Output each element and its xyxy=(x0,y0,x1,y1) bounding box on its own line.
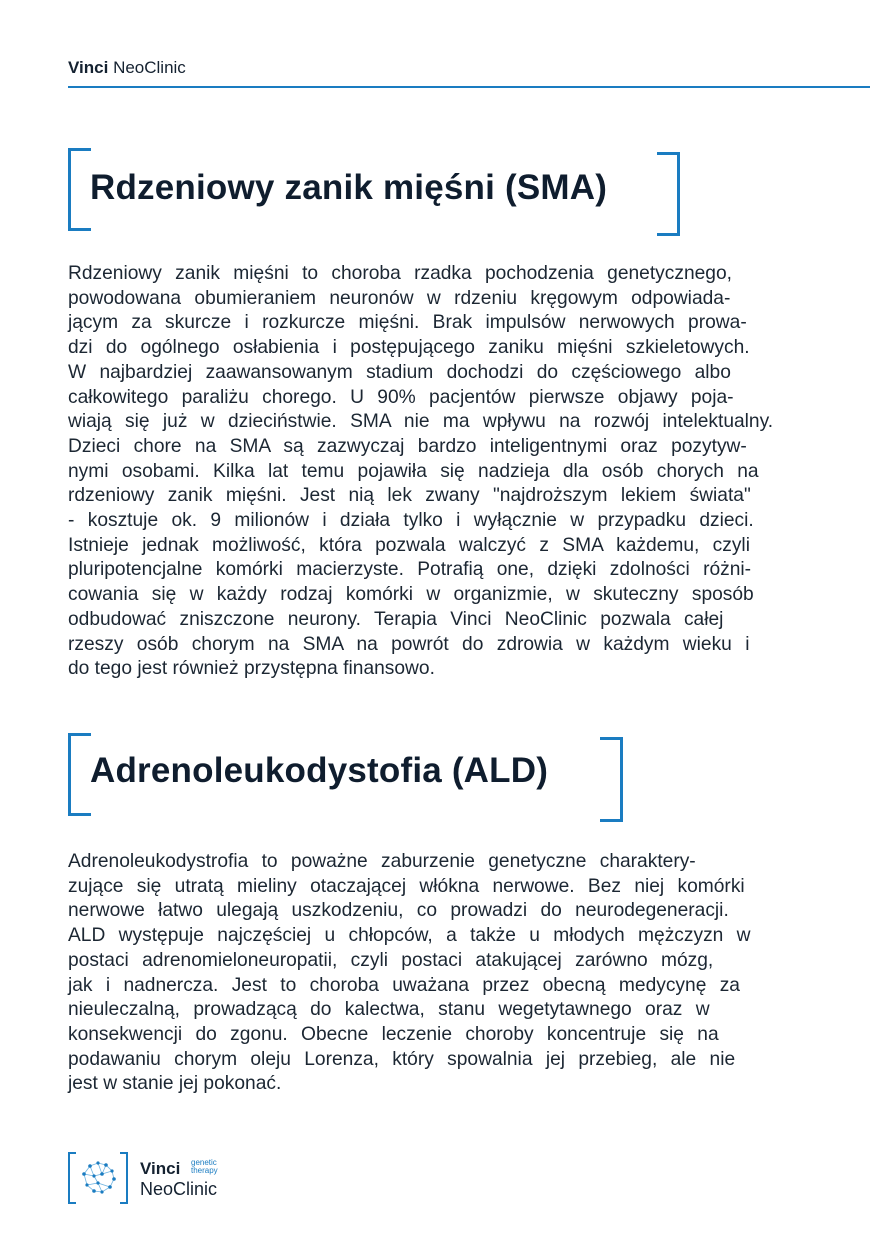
paragraph-line: zujące się utratą mieliny otaczającej włókna nerwowe. Bez niej komórki xyxy=(68,875,745,897)
paragraph-line: wiają się już w dzieciństwie. SMA nie ma wpływu na rozwój intelektualny. xyxy=(68,411,774,433)
bracket-right xyxy=(657,152,680,236)
section-sma-paragraph xyxy=(68,262,790,682)
paragraph-line: odbudować zniszczone neurony. Terapia Vinci NeoClinic pozwala całej xyxy=(68,608,724,630)
paragraph-line: Rdzeniowy zanik mięśni to choroba rzadka pochodzenia genetycznego, xyxy=(68,263,732,284)
header-brand-bold: Vinci xyxy=(68,58,109,77)
section-ald-paragraph xyxy=(68,850,790,1097)
paragraph-line: cowania się w każdy rodzaj komórki w organizmie, w skuteczny sposób xyxy=(68,584,754,606)
paragraph-line: rzeszy osób chorym na SMA na powrót do zdrowia w każdym wieku i xyxy=(68,633,750,655)
paragraph-line: pluripotencjalne komórki macierzyste. Potrafią one, dzięki zdolności różni- xyxy=(68,559,752,581)
page-header xyxy=(68,58,186,78)
paragraph-line: postaci adrenomieloneuropatii, czyli postaci atakującej zarówno mózg, xyxy=(68,949,714,971)
logo-therapy: therapy xyxy=(191,1166,218,1175)
paragraph-line: - kosztuje ok. 9 milionów i działa tylko i wyłącznie w przypadku dzieci. xyxy=(68,510,754,532)
logo-genetic: genetic xyxy=(191,1158,217,1167)
paragraph-line: rdzeniowy zanik mięśni. Jest nią lek zwany "najdroższym lekiem świata" xyxy=(68,485,751,507)
section-sma-heading-box xyxy=(68,148,680,236)
paragraph-line: podawaniu chorym oleju Lorenza, który spowalnia jej przebieg, ale nie xyxy=(68,1048,736,1070)
logo-tagline xyxy=(191,1159,218,1175)
header-brand-rest: NeoClinic xyxy=(113,58,186,77)
bracket-right xyxy=(600,737,623,822)
logo-neoclinic: NeoClinic xyxy=(140,1179,218,1199)
footer-logo xyxy=(68,1152,308,1210)
bracket-left xyxy=(68,148,91,231)
paragraph-line: nymi osobami. Kilka lat temu pojawiła się nadzieja dla osób chorych na xyxy=(68,460,759,482)
paragraph-line: Dzieci chore na SMA są zazwyczaj bardzo inteligentnymi oraz pozytyw- xyxy=(68,435,747,457)
logo-vinci: Vinci xyxy=(140,1159,181,1178)
paragraph-line: W najbardziej zaawansowanym stadium dochodzi do częściowego albo xyxy=(68,361,731,383)
paragraph-line: konsekwencji do zgonu. Obecne leczenie choroby koncentruje się na xyxy=(68,1023,719,1045)
paragraph-line: jak i nadnercza. Jest to choroba uważana przez obecną medycynę za xyxy=(68,974,740,996)
paragraph-line: Istnieje jednak możliwość, która pozwala walczyć z SMA każdemu, czyli xyxy=(68,534,750,556)
paragraph-line: nerwowe łatwo ulegają uszkodzeniu, co prowadzi do neurodegeneracji. xyxy=(68,900,729,922)
section-sma-title: Rdzeniowy zanik mięśni (SMA) xyxy=(90,168,608,207)
brain-network-icon xyxy=(68,1152,128,1204)
paragraph-line: powodowana obumieraniem neuronów w rdzeniu kręgowym odpowiada- xyxy=(68,287,731,309)
paragraph-line: dzi do ogólnego osłabienia i postępującego zaniku mięśni szkieletowych. xyxy=(68,337,750,359)
paragraph-line: Adrenoleukodystrofia to poważne zaburzenie genetyczne charaktery- xyxy=(68,851,696,872)
bracket-left xyxy=(68,733,91,816)
paragraph-line: nieuleczalną, prowadzącą do kalectwa, stanu wegetytawnego oraz w xyxy=(68,999,710,1021)
header-divider xyxy=(68,86,870,88)
paragraph-line: całkowitego paraliżu chorego. U 90% pacjentów pierwsze objawy poja- xyxy=(68,386,734,408)
paragraph-line: jącym za skurcze i rozkurcze mięśni. Brak impulsów nerwowych prowa- xyxy=(68,312,747,334)
paragraph-line: do tego jest również przystępna finansowo. xyxy=(68,658,435,680)
section-ald-heading-box xyxy=(68,733,623,821)
paragraph-line: ALD występuje najczęściej u chłopców, a także u młodych mężczyzn w xyxy=(68,925,751,947)
paragraph-line: jest w stanie jej pokonać. xyxy=(68,1073,282,1095)
section-ald-title: Adrenoleukodystofia (ALD) xyxy=(90,751,549,790)
